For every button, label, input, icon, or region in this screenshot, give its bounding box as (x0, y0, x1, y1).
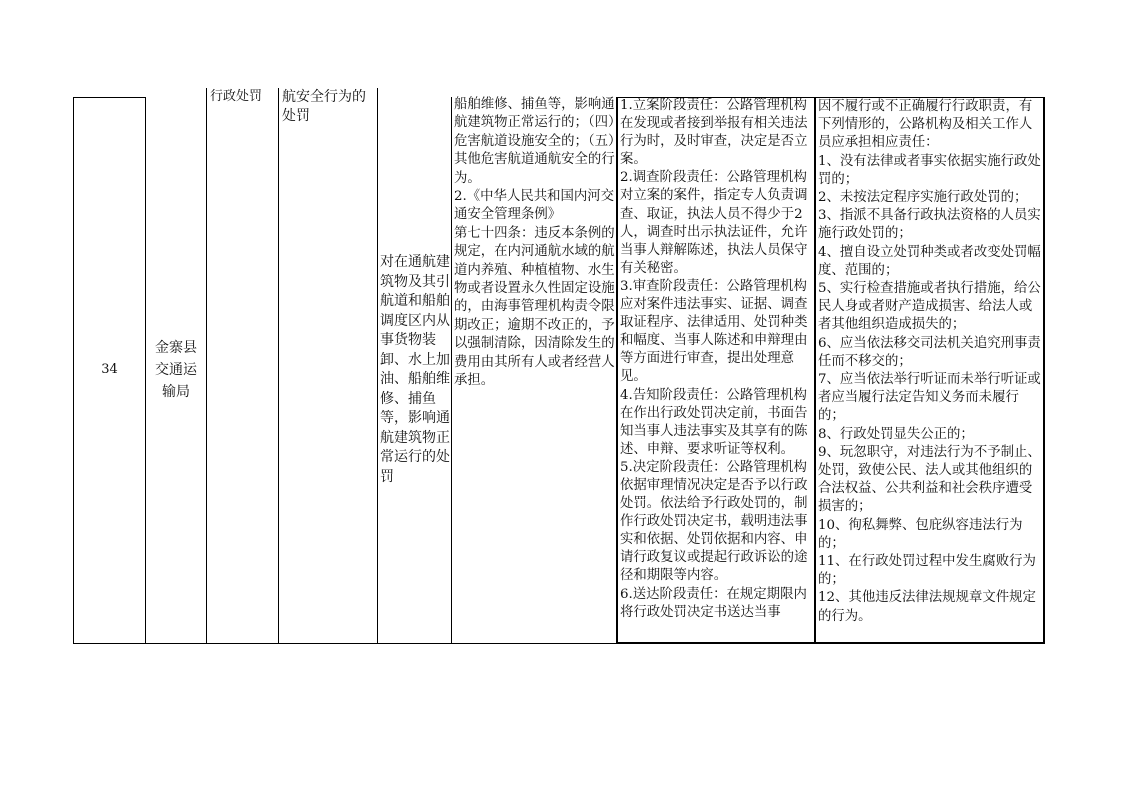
column-divider (278, 88, 279, 643)
table-border-left (73, 97, 74, 643)
responsibilities-cell: 1.立案阶段责任：公路管理机构在发现或者接到举报有相关违法行为时，及时审查，决定是否立案。 2.调查阶段责任：公路管理机构对立案的案件，指定专人负责调查、取证，执法人员不得少于2人，调查时出示执法证件，允许当事人辩解陈述，执法人员保守有关秘密。 3.审查阶段责任：公路管理机构应对案件违法事实、证据、调查取证程序、法律适用、处罚种类和幅度、当事人陈述和申辩理由等方面进行审查，提出处理意见。 4.告知阶段责任：公路管理机构在作出行政处罚决定前，书面告知当事人违法事实及其享有的陈述、申辩、要求听证等权利。 5.决定阶段责任：公路管理机构依据审理情况决定是否予以行政处罚。依法给予行政处罚的，制作行政处罚决定书，载明违法事实和依据、处罚依据和内容、申请行政复议或提起行政诉讼的途径和期限等内容。 6.送达阶段责任：在规定期限内将行政处罚决定书送达当事 (620, 98, 808, 620)
column-divider (377, 88, 378, 643)
accountability-cell: 因不履行或不正确履行行政职责，有下列情形的，公路机构及相关工作人员应承担相应责任： 1、没有法律或者事实依据实施行政处罚的； 2、未按法定程序实施行政处罚的； 3、指派不具备行政执法资格的人员实施行政处罚的； 4、擅自设立处罚种类或者改变处罚幅度、范围的； 5、实行检查措施或者执行措施，给公民人身或者财产造成损害、给法人或者其他组织造成损失的； 6、应当依法移交司法机关追究刑事责任而不移交的； 7、应当依法举行听证而未举行听证或者应当履行法定告知义务而未履行的； 8、行政处罚显失公正的； 9、玩忽职守，对违法行为不予制止、处罚，致使公民、法人或其他组织的合法权益、公共利益和社会秩序遭受损害的； 10、徇私舞弊、包庇纵容违法行为的； 11、在行政处罚过程中发生腐败行为的； 12、其他违反法律法规规章文件规定的行为。 (818, 99, 1041, 624)
table-border-top (73, 97, 146, 98)
department-cell (146, 97, 206, 643)
column-divider (145, 97, 146, 643)
legal-basis-cell: 船舶维修、捕鱼等，影响通航建筑物正常运行的；（四）危害航道设施安全的；（五）其他危害航道通航安全的行为。 2.《中华人民共和国内河交通安全管理条例》 第七十四条：违反本条例的规定，在内河通航水域的航道内养殖、种植植物、水生物或者设置永久性固定设施的，由海事管理机构责令限期改正；逾期不改正的，予以强制清除，因清除发生的费用由其所有人或者经营人承担。 (454, 97, 615, 389)
sub-item-text: 对在通航建筑物及其引航道和船舶调度区内从事货物装卸、水上加油、船舶维修、捕鱼等，影响通航建筑物正常运行的处罚 (380, 254, 450, 485)
column-divider-thick (814, 97, 816, 643)
sub-item-cell (380, 97, 451, 643)
department-text: 金寨县交通运输局 (155, 340, 197, 400)
category-fragment: 行政处罚 (210, 89, 263, 104)
column-divider (206, 88, 207, 643)
item-name-fragment: 航安全行为的 处罚 (282, 89, 366, 124)
row-index: 34 (101, 362, 118, 378)
table-border-top (617, 97, 1045, 98)
table-border-right (1043, 97, 1045, 643)
column-divider-thick (616, 97, 618, 643)
table-border-bottom-accent (617, 642, 1045, 644)
column-divider (451, 97, 452, 643)
